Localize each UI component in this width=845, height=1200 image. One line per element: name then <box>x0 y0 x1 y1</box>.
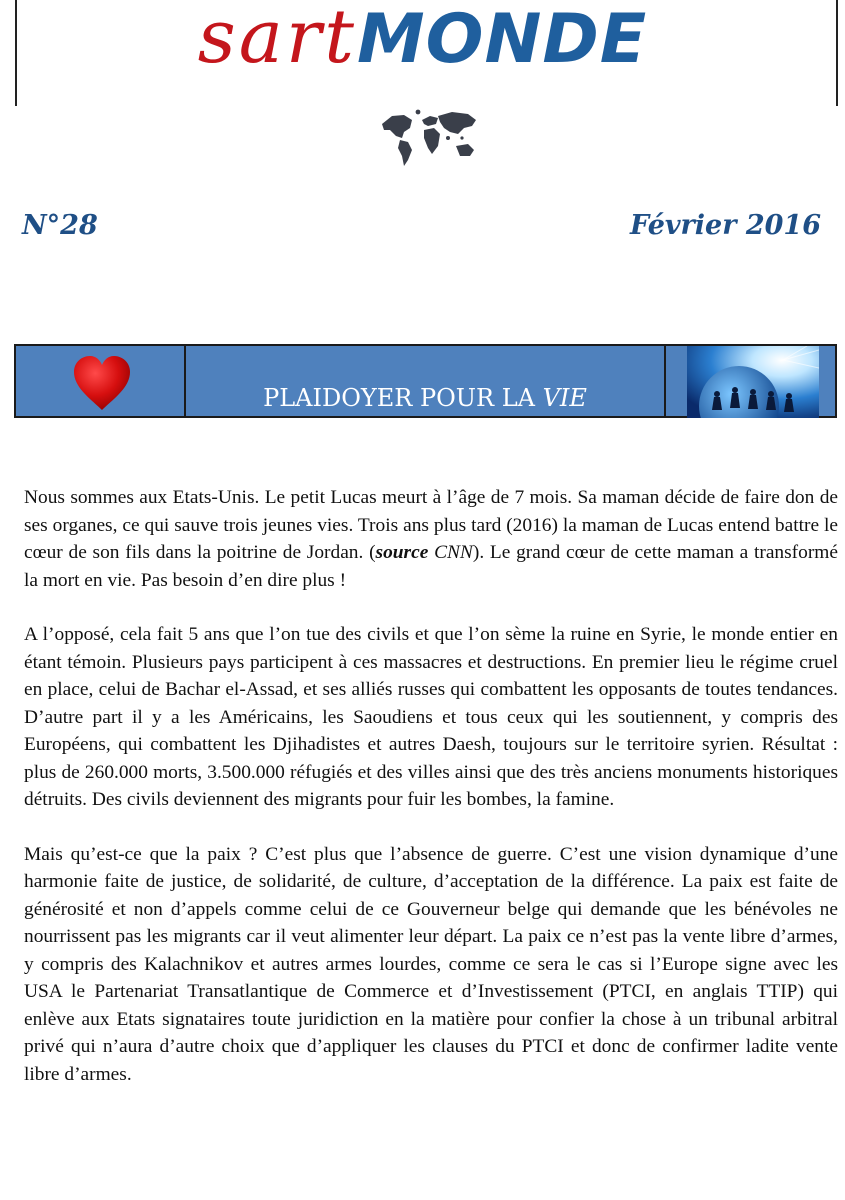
issue-number: N°28 <box>22 210 98 241</box>
masthead-sart: sart <box>197 0 357 80</box>
article-paragraph-3: Mais qu’est-ce que la paix ? C’est plus que l’absence de guerre. C’est une vision dynamique d’une harmonie faite de justice, de solidarité, de culture, d’acceptation de la différence. La paix est faite de générosité et non d’appels comme celui de ce Gouverneur belge qui demande que les bénévoles ne nourrissent pas les migrants car il veut alimenter leur départ. La paix ce n’est pas la vente libre d’armes, y compris des Kalachnikov et autres armes lourdes, comme ce sera le cas si l’Europe signe avec les USA le Partenariat Transatlantique de Commerce et d’Investissement (PTCI, en anglais TTIP) qui enlève aux Etats signataires toute juridiction en la matière pour confier la chose à un tribunal arbitral privé qui n’aura d’autre choix que d’appliquer les clauses du PTCI et donc de confirmer ladite vente libre d’armes. <box>24 843 838 1085</box>
p1-text-b: ). Le grand cœur de cette maman a transformé la mort en vie. Pas besoin d’en dire plus ! <box>24 542 838 591</box>
banner-title-emph: VIE <box>542 384 587 412</box>
banner-title <box>186 384 664 412</box>
world-map-icon <box>378 106 482 170</box>
masthead-logo <box>0 0 845 80</box>
p1-source-word: source <box>375 542 429 563</box>
banner-title-main: PLAIDOYER POUR LA <box>263 384 543 412</box>
article-paragraph-2: A l’opposé, cela fait 5 ans que l’on tue des civils et que l’on sème la ruine en Syrie, le monde entier en étant témoin. Plusieurs pays participent à ces massacres et destructions. En premier lieu le régime cruel en place, celui de Bachar el-Assad, et ses alliés russes qui combattent les opposants de toutes tendances. D’autre part il y a les Américains, les Saoudiens et tous ceux qui les soutiennent, y compris des Européens, qui combattent les Djihadistes et autres Daesh, toujours sur le territoire syrien. Résultat : plus de 260.000 morts, 3.500.000 réfugiés et des villes ainsi que des très anciens monuments historiques détruits. Des civils deviennent des migrants pour fuir les bombes, la famine. <box>24 624 838 810</box>
p1-cnn: CNN <box>434 542 473 563</box>
issue-date: Février 2016 <box>630 210 821 241</box>
heart-icon <box>72 354 132 412</box>
article-paragraph-1 <box>24 484 838 594</box>
section-banner <box>14 344 837 418</box>
p1-text-a: Nous sommes aux Etats-Unis. Le petit Lucas meurt à l’âge de 7 mois. Sa maman décide de faire don de ses organes, ce qui sauve trois jeunes vies. Trois ans plus tard (2016) la maman de Lucas entend battre le cœur de son fils dans la poitrine de Jordan. ( <box>24 487 838 563</box>
article-body <box>24 484 838 1115</box>
banner-divider-right <box>664 346 666 416</box>
globe-people-image <box>687 346 819 418</box>
masthead-monde: MONDE <box>356 0 648 79</box>
